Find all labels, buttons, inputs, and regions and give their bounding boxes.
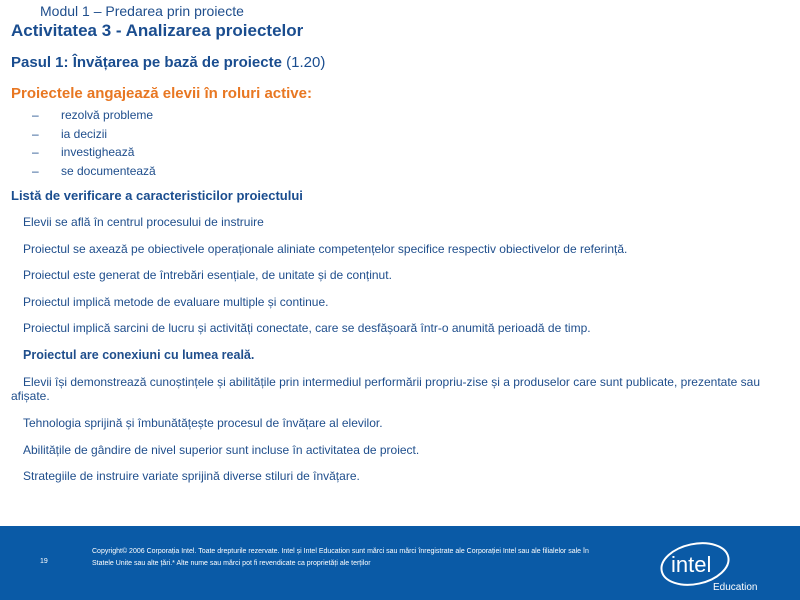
checklist-item: Elevii își demonstrează cunoștințele și abilitățile prin intermediul performării propriu-zise și a produselor care sunt publicate, prezentate sau afișate. bbox=[11, 375, 761, 403]
checklist-item: Proiectul este generat de întrebări esențiale, de unitate și de conținut. bbox=[23, 268, 392, 282]
roles-list bbox=[32, 106, 156, 181]
page-number: 19 bbox=[40, 558, 48, 565]
checklist-item: Proiectul are conexiuni cu lumea reală. bbox=[23, 348, 255, 362]
list-item bbox=[32, 162, 156, 181]
dash-bullet: – bbox=[32, 108, 39, 122]
dash-bullet: – bbox=[32, 126, 39, 141]
module-label: Modul 1 – Predarea prin proiecte bbox=[40, 3, 244, 19]
step-number: (1.20) bbox=[286, 54, 326, 71]
checklist-item: Proiectul implică metode de evaluare multiple și continue. bbox=[23, 295, 329, 309]
intel-education-logo bbox=[655, 538, 765, 598]
step-title bbox=[11, 54, 325, 71]
dash-bullet: – bbox=[32, 164, 39, 179]
logo-sub: Education bbox=[713, 582, 758, 593]
checklist-item: Tehnologia sprijină și îmbunătățește procesul de învățare al elevilor. bbox=[23, 416, 383, 430]
copyright-notice: Copyright© 2006 Corporația Intel. Toate drepturile rezervate. Intel și Intel Education sunt mărci sau mărci înregistrate ale Corporației Intel sau ale filialelor sale în Statele Unite sau alte țări.* Alte nume sau mărci pot fi revendicate ca proprietăți ale terților bbox=[92, 548, 589, 567]
list-item bbox=[32, 125, 156, 144]
roles-heading: Proiectele angajează elevii în roluri active: bbox=[11, 85, 312, 102]
footer-bar bbox=[0, 526, 800, 600]
checklist-heading: Listă de verificare a caracteristicilor proiectului bbox=[11, 188, 303, 203]
checklist-item: Proiectul implică sarcini de lucru și activități conectate, care se desfășoară într-o anumită perioadă de timp. bbox=[23, 321, 591, 335]
activity-title: Activitatea 3 - Analizarea proiectelor bbox=[11, 21, 304, 40]
role-text: ia decizii bbox=[61, 126, 108, 141]
role-text: investighează bbox=[61, 145, 135, 160]
checklist-item: Elevii se află în centrul procesului de instruire bbox=[23, 215, 264, 229]
logo-word: intel bbox=[671, 552, 712, 577]
step-title-main: Pasul 1: Învățarea pe bază de proiecte bbox=[11, 54, 282, 71]
checklist-item: Proiectul se axează pe obiectivele operaționale aliniate competențelor specifice respectiv obiectivelor de referință. bbox=[23, 242, 628, 256]
checklist-item: Abilitățile de gândire de nivel superior sunt incluse în activitatea de proiect. bbox=[23, 443, 420, 457]
list-item bbox=[32, 106, 156, 125]
dash-bullet: – bbox=[32, 145, 39, 160]
role-text: rezolvă probleme bbox=[61, 108, 154, 122]
role-text: se documentează bbox=[61, 164, 156, 179]
checklist-item: Strategiile de instruire variate sprijină diverse stiluri de învățare. bbox=[23, 469, 360, 483]
list-item bbox=[32, 143, 156, 162]
